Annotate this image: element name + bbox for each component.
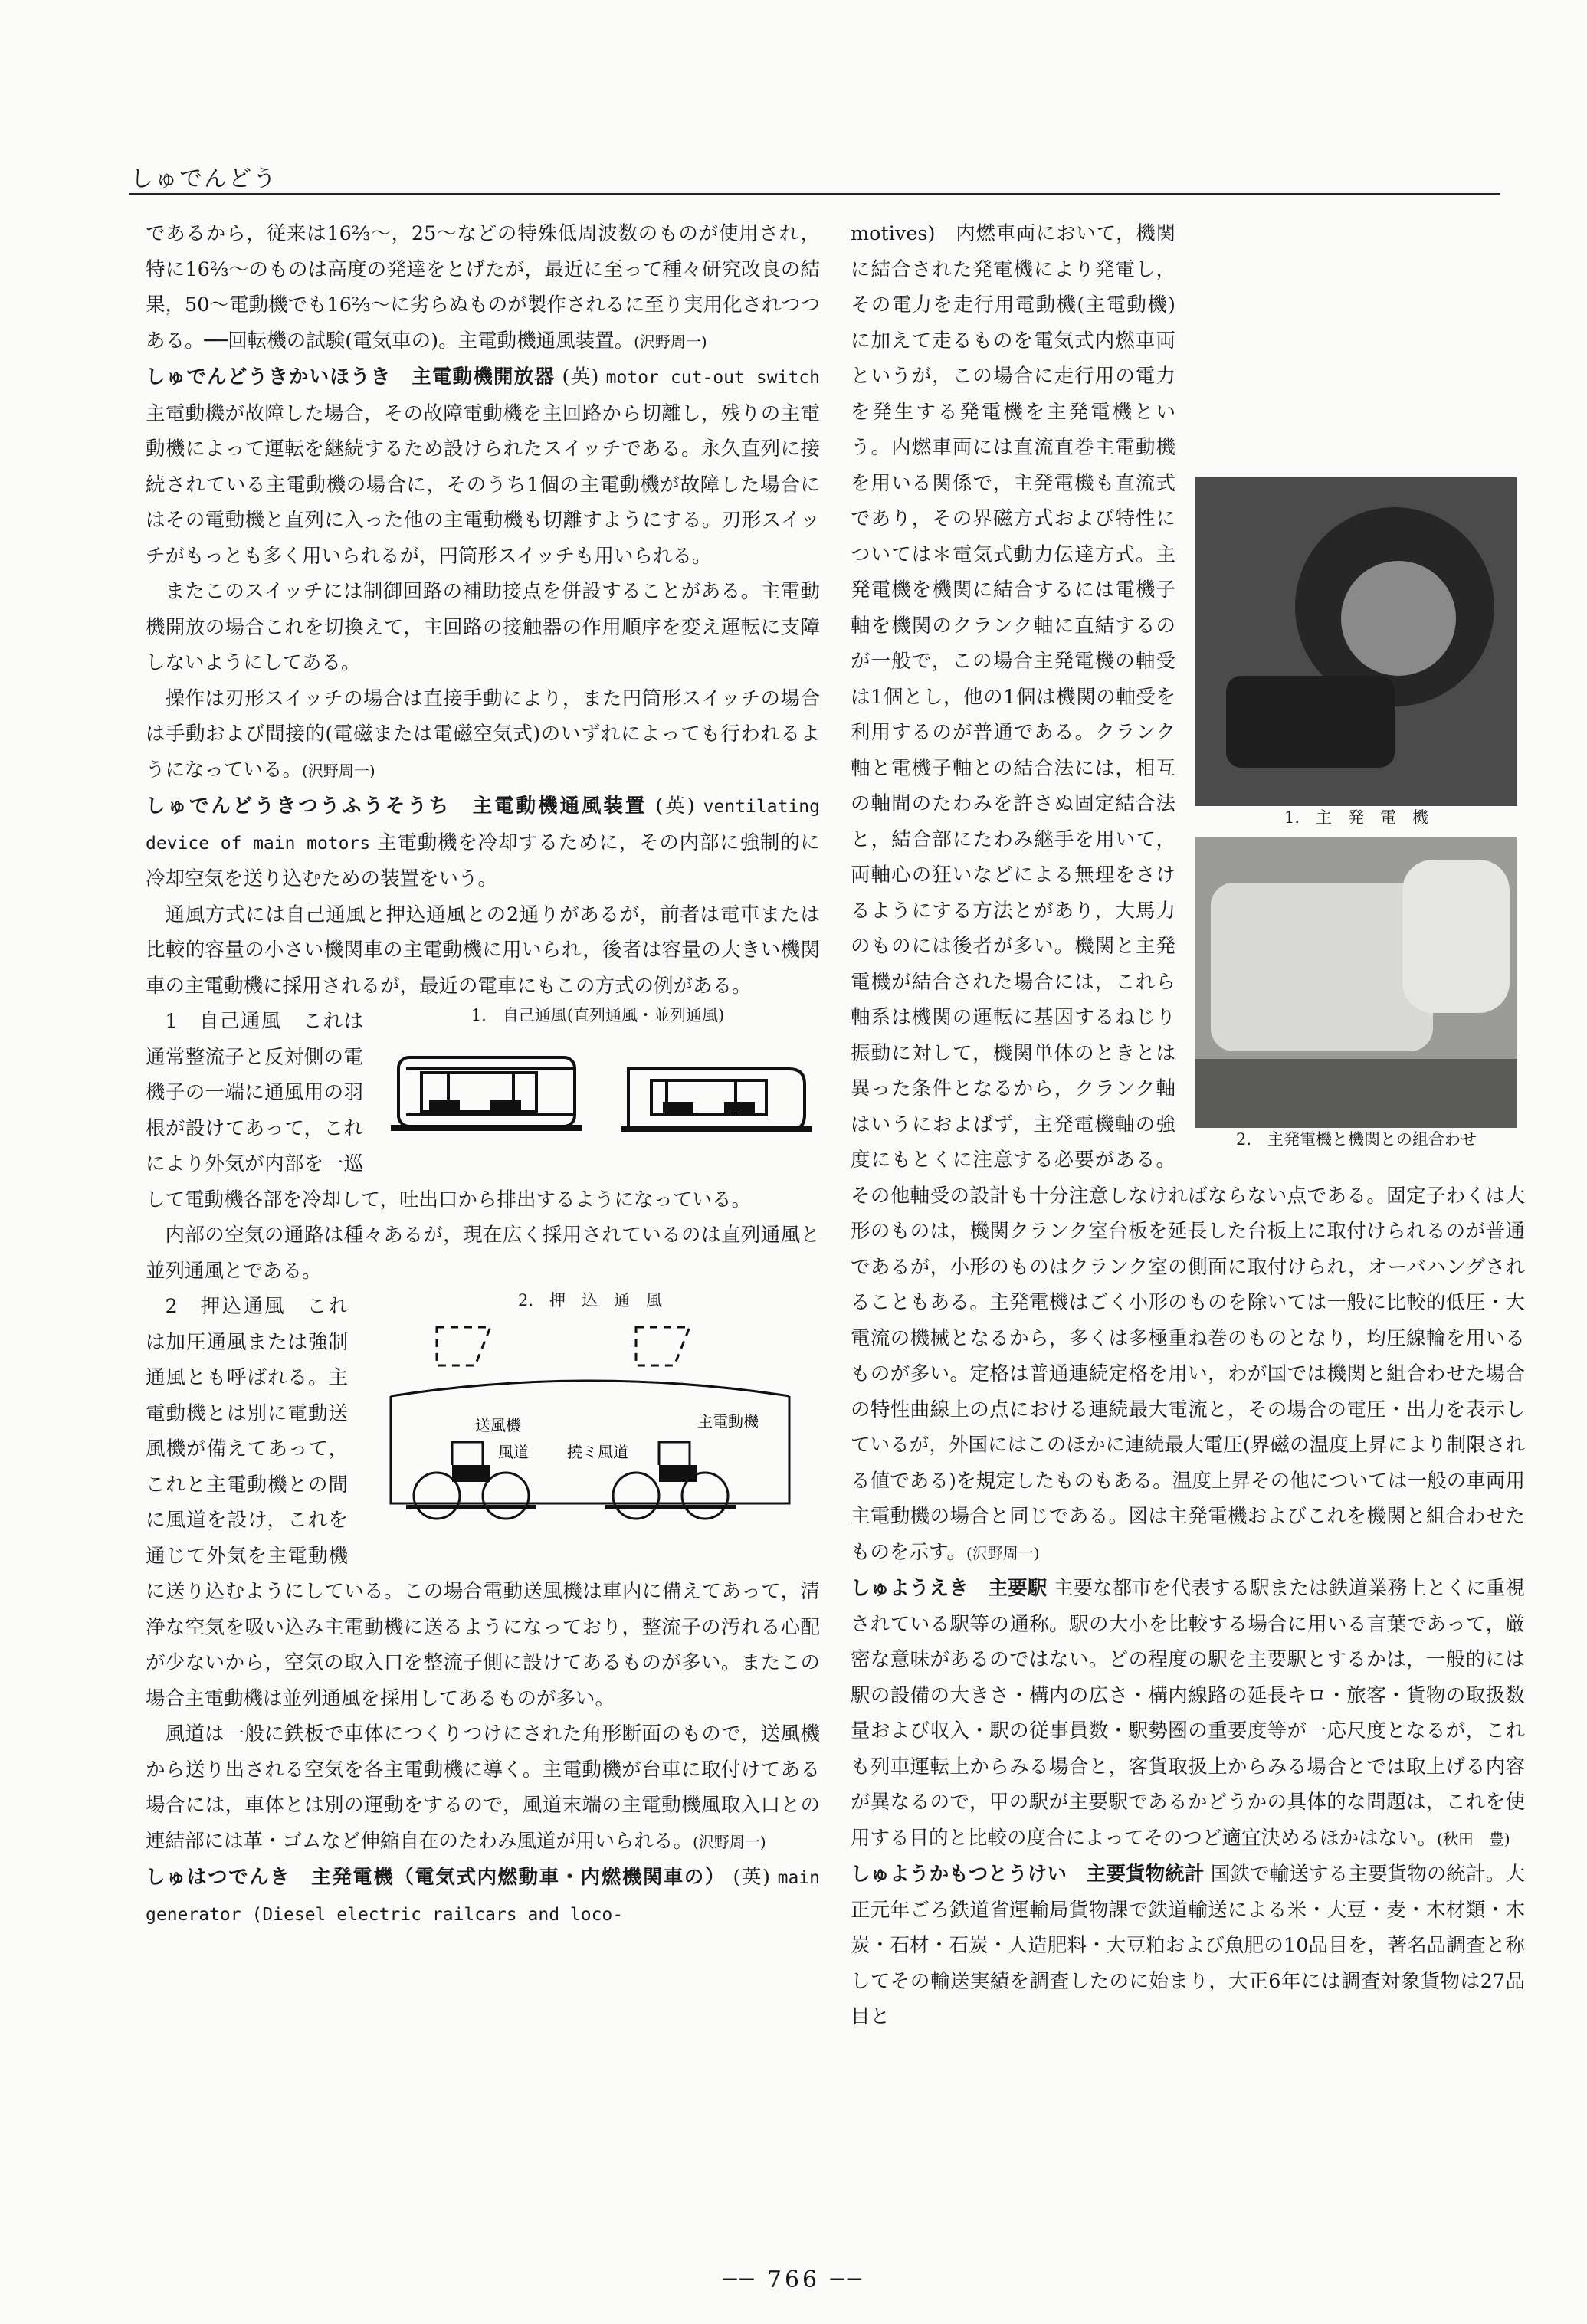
paragraph: 内部の空気の通路は種々あるが，現在広く採用されているのは直列通風と並列通風とである。 <box>146 1224 820 1283</box>
page-number: ── 766 ── <box>723 2267 864 2293</box>
right-column <box>851 216 1525 2035</box>
paragraph: 操作は刃形スイッチの場合は直接手動により，また円筒形スイッチの場合は手動および間接的(電磁または電磁空気式)のいずれによっても行われるようになっている。(沢野周一) <box>146 687 820 782</box>
entry-major-freight-statistics: しゅようかもつとうけい 主要貨物統計 国鉄で輸送する主要貨物の統計。大正元年ごろ鉄道省運輸局貨物課で鉄道輸送による米・大豆・麦・木材類・木炭・石材・石炭・人造肥料・大豆粕および魚肥の10品目を，著名品調査と称してその輸送実績を調査したのに始まり，大正6年には調査対象貨物は27品目と <box>851 1863 1525 2028</box>
figure-caption: 2. 押 込 通 風 <box>517 1291 663 1310</box>
paragraph: またこのスイッチには制御回路の補助接点を併設することがある。主電動機開放の場合これを切換えて，主回路の接触器の作用順序を変え運転に支障しないようにしてある。 <box>146 580 820 674</box>
entry-headword: しゅようえき 主要駅 <box>851 1577 1048 1600</box>
photo-caption: 1. 主 発 電 機 <box>1284 808 1429 827</box>
figure-photos <box>1188 477 1525 1151</box>
entry-headword: しゅはつでんき 主発電機（電気式内燃動車・内燃機関車の） <box>146 1866 726 1889</box>
label-blower: 送風機 <box>475 1416 521 1434</box>
entry-headword: しゅでんどうきつうふうそうち 主電動機通風装置 <box>146 795 648 818</box>
entry-headword: しゅようかもつとうけい 主要貨物統計 <box>851 1863 1205 1886</box>
paragraph: 1 自己通風 これは通常整流子と反対側の電機子の一端に通風用の羽根が設けてあって，これにより外気が内部を一巡して電動機各部を冷却して，吐出口から排出するようになっている。 <box>146 1010 751 1211</box>
label-duct: 風道 <box>498 1443 529 1461</box>
paragraph: 風道は一般に鉄板で車体につくりつけにされた角形断面のもので，送風機から送り出される空気を各主電動機に導く。主電動機が台車に取付けてある場合には，車体とは別の運動をするので，風道末端の主電動機風取入口との連結部には革・ゴムなど伸縮自在のたわみ風道が用いられる。(沢野周一) <box>146 1723 820 1853</box>
figure-forced-ventilation <box>360 1289 820 1546</box>
header-rule <box>129 193 1500 195</box>
paragraph: であるから，従来は16⅔〜，25〜などの特殊低周波数のものが使用され，特に16⅔〜のものは高度の発達をとげたが，最近に至って種々研究改良の結果，50〜電動機でも16⅔〜に劣らぬものが製作されるに至り実用化されつつある。──回転機の試験(電気車の)。主電動機通風装置。(沢野周一) <box>146 222 820 352</box>
entry-main-generator-continued: motives) 内燃車両において，機関に結合された発電機により発電し，その電力を走行用電動機(主電動機)に加えて走るものを電気式内燃車両というが，この場合に走行用の電力を発生する発電機を主発電機という。内燃車両には直流直巻主電動機を用いる関係で，主発電機も直流式であり，その界磁方式および特性については＊電気式動力伝達方式。主発電機を機関に結合するには電機子軸を機関のクランク軸に直結するのが一般で，この場合主発電機の軸受は1個とし，他の1個は機関の軸受を利用するのが普通である。クランク軸と電機子軸との結合法には，相互の軸間のたわみを許さぬ固定結合法と，結合部にたわみ継手を用いて，両軸心の狂いなどによる無理をさけるようにする方法とがあり，大馬力のものには後者が多い。機関と主発電機が結合された場合には，これら軸系は機関の運転に基因するねじり振動に対して，機関単体のときとは異った条件となるから，クランク軸はいうにおよばず，主発電機軸の強度にもとくに注意する必要がある。その他軸受の設計も十分注意しなければならない点である。固定子わくは大形のものは，機関クランク室台板を延長した台板上に取付けられるのが普通であるが，小形のものはクランク室の側面に取付けられ，オーバハングされることもある。主発電機はごく小形のものを除いては一般に比較的低圧・大電流の機械となるから，多くは多極重ね巻のものとなり，均圧線輪を用いるものが多い。定格は普通連続定格を用い，わが国では機関と組合わせた場合の特性曲線上の点における連続最大電流と，その場合の電圧・出力を表示しているが，外国にはこのほかに連続最大電圧(界磁の温度上昇により制限される値である)を規定したものもある。温度上昇その他については一般の車両用主電動機の場合と同じである。図は主発電機およびこれを機関と組合わせたものを示す。(沢野周一) <box>851 222 1525 1564</box>
self-ventilation-diagram <box>375 1027 820 1142</box>
entry-headword: しゅでんどうきかいほうき 主電動機開放器 <box>146 365 556 388</box>
running-head: しゅでんどう <box>130 166 277 192</box>
left-column <box>146 216 820 1932</box>
photo-generator-engine <box>1195 837 1517 1128</box>
paragraph: 通風方式には自己通風と押込通風との2通りがあるが，前者は電車または比較的容量の小さい機関車の主電動機に用いられ，後者は容量の大きい機関車の主電動機に採用されるが，最近の電車にもこの方式の例がある。 <box>146 903 820 998</box>
paragraph: 2 押込通風 これは加圧通風または強制通風とも呼ばれる。主電動機とは別に電動送風機が備えてあって，これと主電動機との間に風道を設け，これを通じて外気を主電動機に送り込むようにしている。この場合電動送風機は車内に備えてあって，清浄な空気を吸い込み主電動機に送るようになっており，整流子の汚れる心配が少ないから，空気の取入口を整流子側に設けてあるものが多い。またこの場合主電動機は並列通風を採用してあるものが多い。 <box>146 1295 820 1710</box>
entry-main-generator: しゅはつでんき 主発電機（電気式内燃動車・内燃機関車の） (英) main generator (Diesel electric railcars and loco- <box>146 1866 820 1925</box>
label-motor: 主電動機 <box>697 1412 759 1431</box>
entry-motor-cutout-switch: しゅでんどうきかいほうき 主電動機開放器 (英) motor cut-out switch 主電動機が故障した場合，その故障電動機を主回路から切離し，残りの主電動機によって運転を継続するため設けられたスイッチである。永久直列に接続されている主電動機の場合に，そのうち1個の主電動機が故障した場合にはその電動機と直列に入った他の主電動機も切離すようにする。刃形スイッチがもっとも多く用いられるが，円筒形スイッチも用いられる。 <box>146 365 821 568</box>
photo-caption: 2. 主発電機と機関との組合わせ <box>1235 1130 1477 1149</box>
figure-self-ventilation <box>375 1004 820 1154</box>
photo-main-generator <box>1195 477 1517 806</box>
figure-caption: 1. 自己通風(直列通風・並列通風) <box>471 1006 725 1024</box>
entry-ventilating-device: しゅでんどうきつうふうそうち 主電動機通風装置 (英) ventilating device of main motors 主電動機を冷却するために，その内部に強制的に冷却空気を送り込むための装置をいう。 <box>146 795 820 890</box>
label-flex-duct: 撓ミ風道 <box>567 1443 628 1461</box>
forced-ventilation-diagram <box>360 1312 820 1534</box>
entry-major-station: しゅようえき 主要駅 主要な都市を代表する駅または鉄道業務上とくに重視されている駅等の通称。駅の大小を比較する場合に用いる言葉であって，厳密な意味があるのではない。どの程度の駅を主要駅とするかは，一般的には駅の設備の大きさ・構内の広さ・構内線路の延長キロ・旅客・貨物の取扱数量および収入・駅の従事員数・駅勢圏の重要度等が一応尺度となるが，これも列車運転上からみる場合と，客貨取扱上からみる場合とでは取上げる内容が異なるので，甲の駅が主要駅であるかどうかの具体的な問題は，これを使用する目的と比較の度合によってそのつど適宜決めるほかはない。(秋田 豊) <box>851 1577 1525 1850</box>
